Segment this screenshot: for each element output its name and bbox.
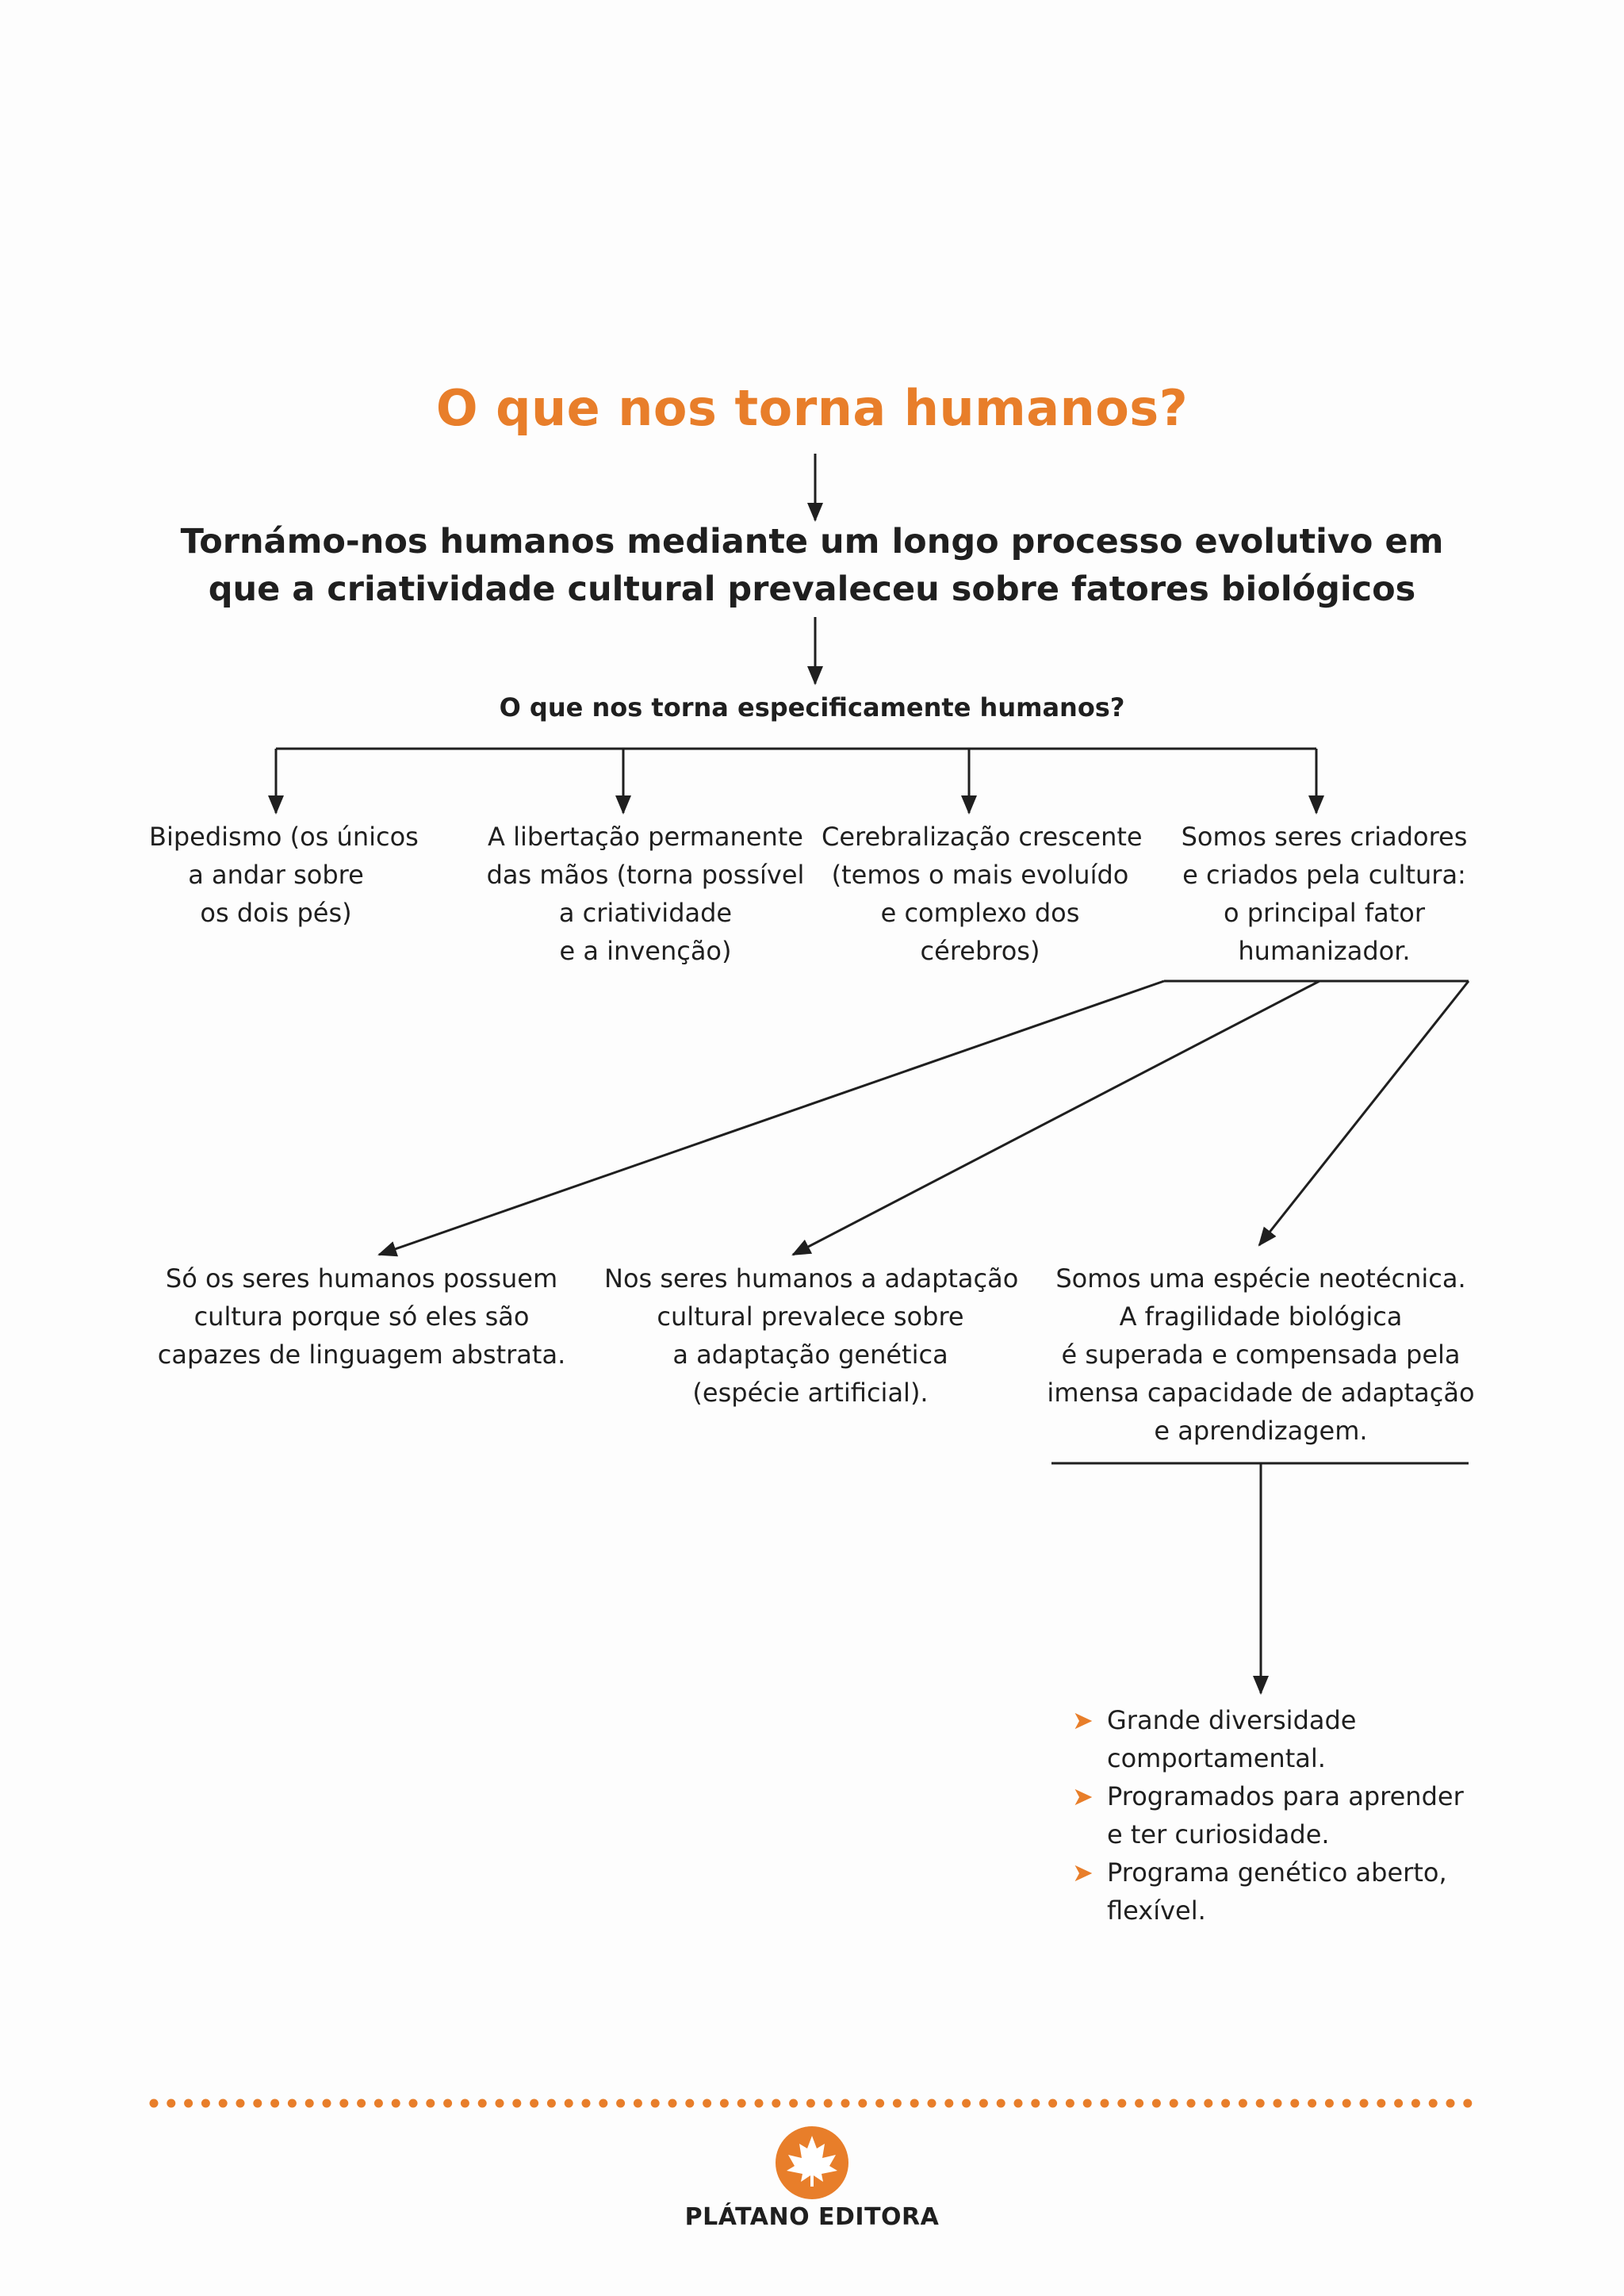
separator-dot [201, 2099, 210, 2108]
list-item [1072, 1853, 1464, 1930]
separator-dot [668, 2099, 677, 2108]
separator-dot [944, 2099, 953, 2108]
separator-dot [685, 2099, 694, 2108]
consequence-line: é superada e compensada pela [1061, 1340, 1461, 1370]
orange-arrowhead-icon: ➤ [1072, 1857, 1094, 1888]
separator-dot [184, 2099, 193, 2108]
separator-dot [496, 2099, 504, 2108]
dotted-separator [150, 2099, 1473, 2108]
separator-dot [616, 2099, 625, 2108]
list-item-line: Programados para aprender [1107, 1781, 1464, 1811]
separator-dot [392, 2099, 400, 2108]
arrow-to-consequence-1 [379, 981, 1164, 1255]
consequence-line: Só os seres humanos possuem [165, 1263, 558, 1294]
arrow-to-consequence-2 [793, 981, 1320, 1255]
separator-dot [323, 2099, 331, 2108]
separator-dot [1360, 2099, 1369, 2108]
separator-dot [1308, 2099, 1316, 2108]
separator-dot [1117, 2099, 1126, 2108]
consequence-line: cultural prevalece sobre [657, 1301, 964, 1332]
separator-dot [1135, 2099, 1143, 2108]
separator-dot [512, 2099, 521, 2108]
factor-line: A libertação permanente [488, 822, 803, 852]
separator-dot [1290, 2099, 1299, 2108]
separator-dot [582, 2099, 591, 2108]
separator-dot [1274, 2099, 1282, 2108]
separator-dot [651, 2099, 660, 2108]
factor-line: humanizador. [1238, 936, 1411, 966]
separator-dot [1101, 2099, 1109, 2108]
main-statement [178, 518, 1446, 613]
separator-dot [1429, 2099, 1438, 2108]
separator-dot [737, 2099, 746, 2108]
separator-dot [461, 2099, 469, 2108]
separator-dot [1221, 2099, 1230, 2108]
separator-dot [824, 2099, 833, 2108]
orange-arrowhead-icon: ➤ [1072, 1781, 1094, 1811]
separator-dot [1342, 2099, 1351, 2108]
separator-dot [1187, 2099, 1196, 2108]
separator-dot [1066, 2099, 1074, 2108]
separator-dot [1394, 2099, 1403, 2108]
factor-line: (temos o mais evoluído [831, 860, 1129, 890]
page-title: O que nos torna humanos? [435, 379, 1189, 437]
separator-dot [806, 2099, 815, 2108]
separator-dot [875, 2099, 884, 2108]
separator-dot [858, 2099, 867, 2108]
separator-dot [565, 2099, 573, 2108]
separator-dot [357, 2099, 366, 2108]
main-statement-line: Tornámo-nos humanos mediante um longo processo evolutivo em [180, 522, 1444, 562]
list-item-line: flexível. [1107, 1895, 1206, 1926]
consequence-line: Nos seres humanos a adaptação [604, 1263, 1019, 1294]
separator-dot [1239, 2099, 1247, 2108]
separator-dot [426, 2099, 435, 2108]
traits-list [1072, 1701, 1464, 1930]
consequence-adaptation [604, 1259, 1017, 1412]
separator-dot [1014, 2099, 1023, 2108]
factor-line: Cerebralização crescente [822, 822, 1143, 852]
separator-dot [720, 2099, 729, 2108]
separator-dot [1048, 2099, 1057, 2108]
separator-dot [599, 2099, 607, 2108]
separator-dot [1463, 2099, 1472, 2108]
consequence-neotechnic [1039, 1259, 1483, 1450]
list-item [1072, 1701, 1464, 1777]
consequence-line: (espécie artificial). [692, 1378, 929, 1408]
consequence-line: cultura porque só eles são [193, 1301, 530, 1332]
separator-dot [962, 2099, 971, 2108]
separator-dot [547, 2099, 556, 2108]
separator-dot [253, 2099, 262, 2108]
factor-bipedism [149, 818, 419, 932]
separator-dot [409, 2099, 418, 2108]
separator-dot [1446, 2099, 1455, 2108]
separator-dot [893, 2099, 902, 2108]
factor-line: a criatividade [558, 898, 733, 928]
separator-dot [167, 2099, 175, 2108]
arrow-to-consequence-3 [1259, 981, 1469, 1245]
consequence-line: a adaptação genética [672, 1340, 948, 1370]
separator-dot [1377, 2099, 1385, 2108]
separator-dot [789, 2099, 798, 2108]
factor-line: das mãos (torna possível [486, 860, 805, 890]
separator-dot [339, 2099, 348, 2108]
separator-dot [374, 2099, 383, 2108]
factor-line: os dois pés) [200, 898, 352, 928]
separator-dot [910, 2099, 919, 2108]
separator-dot [1152, 2099, 1161, 2108]
separator-dot [305, 2099, 314, 2108]
separator-dot [703, 2099, 711, 2108]
factor-line: e complexo dos [880, 898, 1080, 928]
separator-dot [443, 2099, 452, 2108]
consequence-line: imensa capacidade de adaptação [1047, 1378, 1475, 1408]
consequence-line: A fragilidade biológica [1119, 1301, 1403, 1332]
consequence-language [155, 1259, 568, 1374]
separator-dot [1083, 2099, 1092, 2108]
separator-dot [1170, 2099, 1178, 2108]
consequence-line: e aprendizagem. [1154, 1416, 1368, 1446]
factor-line: a andar sobre [188, 860, 364, 890]
separator-dot [270, 2099, 279, 2108]
consequence-line: Somos uma espécie neotécnica. [1055, 1263, 1466, 1294]
separator-dot [288, 2099, 297, 2108]
separator-dot [772, 2099, 780, 2108]
separator-dot [1325, 2099, 1334, 2108]
separator-dot [997, 2099, 1005, 2108]
separator-dot [979, 2099, 988, 2108]
separator-dot [236, 2099, 245, 2108]
factor-line: o principal fator [1223, 898, 1425, 928]
separator-dot [634, 2099, 642, 2108]
separator-dot [530, 2099, 538, 2108]
factor-cerebralization [822, 818, 1143, 970]
separator-dot [1204, 2099, 1212, 2108]
list-item-line: e ter curiosidade. [1107, 1819, 1330, 1849]
factor-line: Bipedismo (os únicos [149, 822, 419, 852]
separator-dot [1256, 2099, 1265, 2108]
orange-arrowhead-icon: ➤ [1072, 1705, 1094, 1735]
separator-dot [150, 2099, 159, 2108]
sub-question: O que nos torna especificamente humanos? [499, 692, 1125, 723]
factor-hands [479, 818, 812, 970]
main-statement-line: que a criatividade cultural prevaleceu sobre fatores biológicos [208, 569, 1416, 609]
separator-dot [755, 2099, 764, 2108]
factor-line: Somos seres criadores [1181, 822, 1468, 852]
separator-dot [841, 2099, 850, 2108]
separator-dot [928, 2099, 936, 2108]
factor-line: cérebros) [920, 936, 1040, 966]
separator-dot [219, 2099, 228, 2108]
list-item-line: Grande diversidade [1107, 1705, 1357, 1735]
publisher-name: PLÁTANO EDITORA [684, 2203, 940, 2231]
list-item [1072, 1777, 1464, 1853]
maple-leaf-logo-icon [776, 2126, 848, 2199]
list-item-line: comportamental. [1107, 1743, 1326, 1773]
separator-dot [478, 2099, 487, 2108]
factor-culture [1166, 818, 1483, 970]
consequence-line: capazes de linguagem abstrata. [157, 1340, 566, 1370]
separator-dot [1411, 2099, 1420, 2108]
factor-line: e a invenção) [559, 936, 732, 966]
factor-line: e criados pela cultura: [1182, 860, 1466, 890]
separator-dot [1031, 2099, 1040, 2108]
list-item-line: Programa genético aberto, [1107, 1857, 1447, 1888]
